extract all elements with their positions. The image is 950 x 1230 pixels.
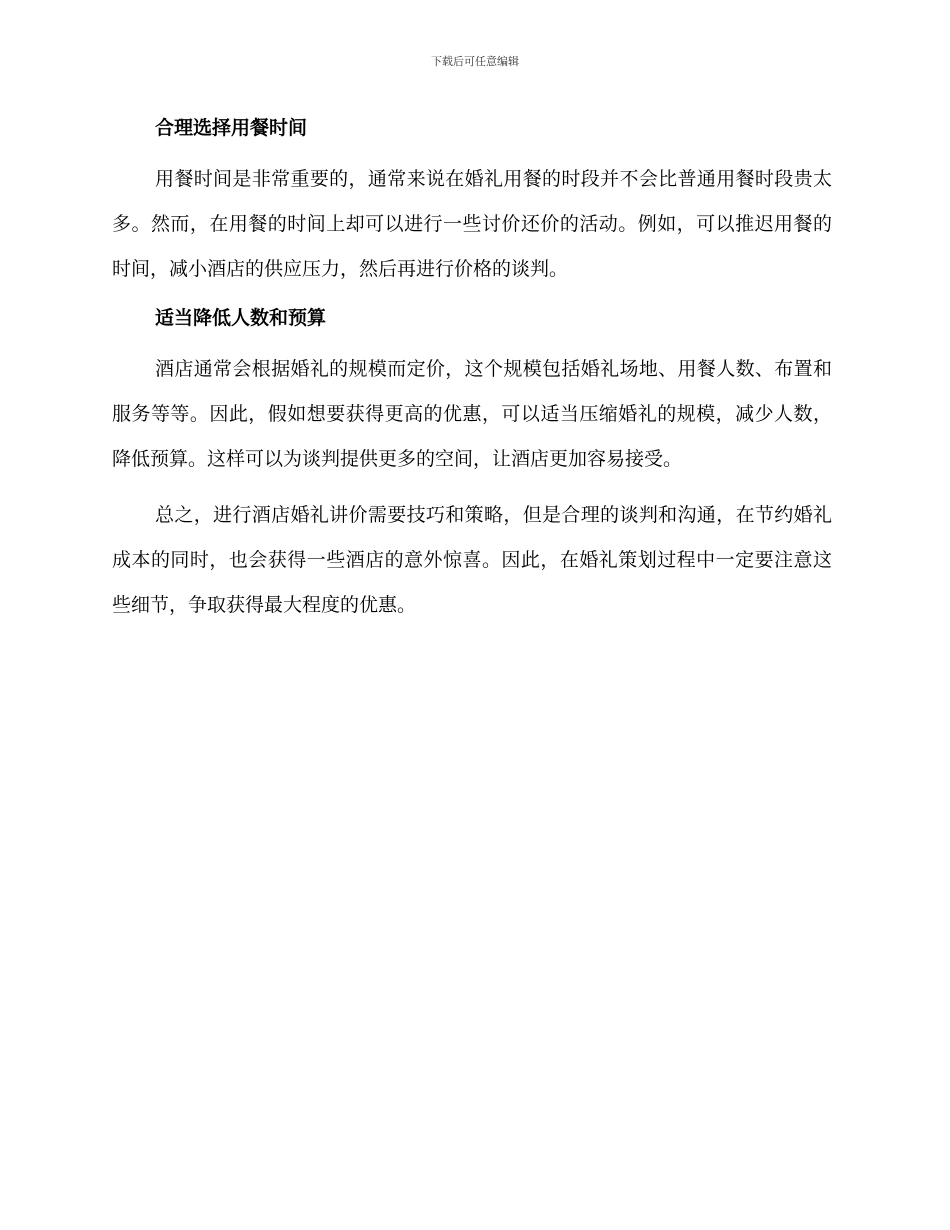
section-heading-budget: 适当降低人数和预算 [155, 307, 327, 329]
page-header-note: 下载后可任意编辑 [431, 55, 519, 68]
paragraph-budget: 酒店通常会根据婚礼的规模而定价，这个规模包括婚礼场地、用餐人数、布置和服务等等。因此，假如想要获得更高的优惠，可以适当压缩婚礼的规模，减少人数，降低预算。这样可以为谈判提供更多的空间，让酒店更加容易接受。 [112, 358, 832, 470]
document-body [112, 111, 832, 628]
paragraph-meal-time: 用餐时间是非常重要的，通常来说在婚礼用餐的时段并不会比普通用餐时段贵太多。然而，在用餐的时间上却可以进行一些讨价还价的活动。例如，可以推迟用餐的时间，减小酒店的供应压力，然后再进行价格的谈判。 [112, 168, 832, 280]
section-heading-meal-time: 合理选择用餐时间 [155, 117, 308, 139]
paragraph-conclusion: 总之，进行酒店婚礼讲价需要技巧和策略，但是合理的谈判和沟通，在节约婚礼成本的同时，也会获得一些酒店的意外惊喜。因此，在婚礼策划过程中一定要注意这些细节，争取获得最大程度的优惠。 [112, 504, 832, 616]
